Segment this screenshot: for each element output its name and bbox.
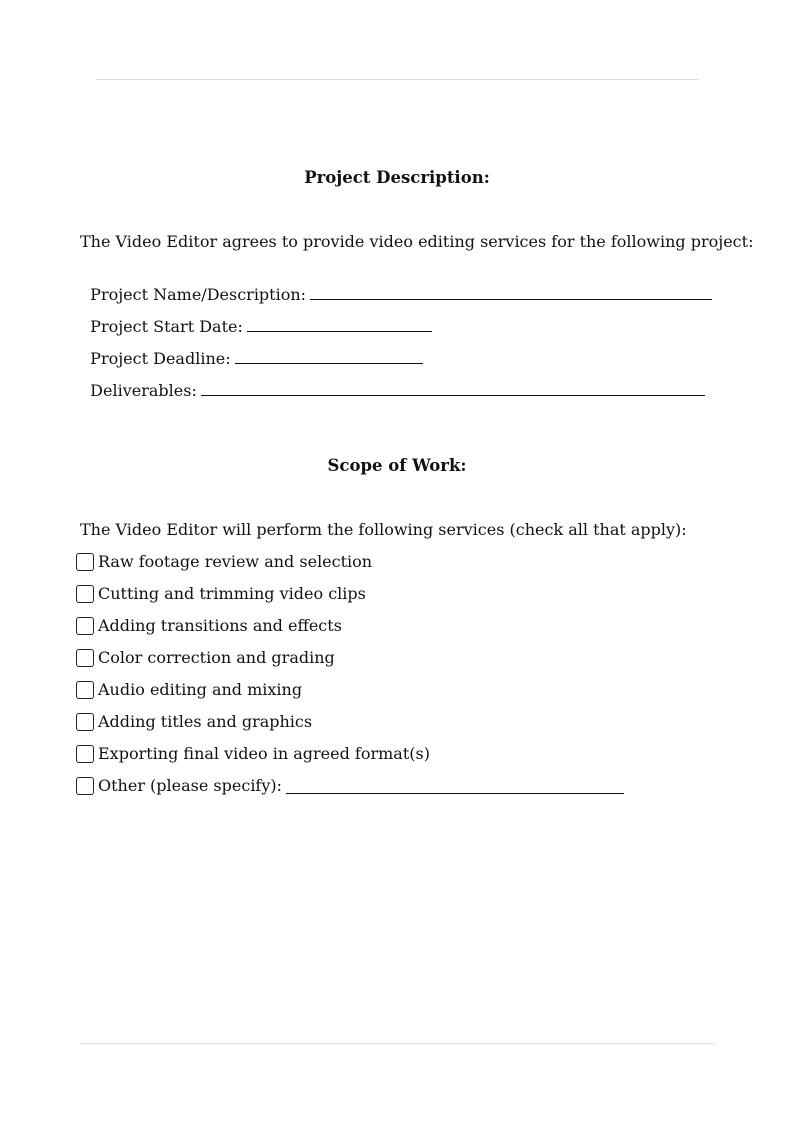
checkbox[interactable]	[76, 745, 94, 763]
checkbox[interactable]	[76, 777, 94, 795]
service-label: Raw footage review and selection	[98, 552, 373, 571]
service-cutting-trimming	[76, 583, 366, 605]
service-label: Adding transitions and effects	[98, 616, 342, 635]
service-transitions-effects	[76, 615, 342, 637]
project-description-intro: The Video Editor agrees to provide video editing services for the following project:	[80, 232, 754, 251]
service-label: Color correction and grading	[98, 648, 335, 667]
service-exporting	[76, 743, 430, 765]
checkbox[interactable]	[76, 713, 94, 731]
service-raw-footage	[76, 551, 372, 573]
service-label: Adding titles and graphics	[98, 712, 313, 731]
checkbox[interactable]	[76, 553, 94, 571]
deliverables-label: Deliverables:	[90, 381, 197, 400]
checkbox[interactable]	[76, 585, 94, 603]
scope-of-work-intro: The Video Editor will perform the following services (check all that apply):	[80, 520, 687, 539]
service-color-correction	[76, 647, 335, 669]
service-label: Other (please specify):	[98, 776, 283, 795]
bottom-divider	[80, 1043, 715, 1044]
service-label: Exporting final video in agreed format(s)	[98, 744, 430, 763]
scope-of-work-heading: Scope of Work:	[327, 456, 467, 475]
checkbox[interactable]	[76, 681, 94, 699]
deliverables-blank[interactable]	[201, 380, 705, 396]
project-start-date-label: Project Start Date:	[90, 317, 243, 336]
other-specify-blank[interactable]	[286, 779, 624, 794]
checkbox[interactable]	[76, 649, 94, 667]
top-divider	[96, 79, 699, 80]
deliverables-field	[80, 360, 705, 401]
project-deadline-label: Project Deadline:	[90, 349, 231, 368]
service-label: Audio editing and mixing	[98, 680, 303, 699]
project-name-label: Project Name/Description:	[90, 285, 307, 304]
service-titles-graphics	[76, 711, 312, 733]
service-label: Cutting and trimming video clips	[98, 584, 366, 603]
project-description-heading: Project Description:	[304, 168, 490, 187]
service-other	[76, 775, 624, 797]
service-audio-editing	[76, 679, 302, 701]
checkbox[interactable]	[76, 617, 94, 635]
